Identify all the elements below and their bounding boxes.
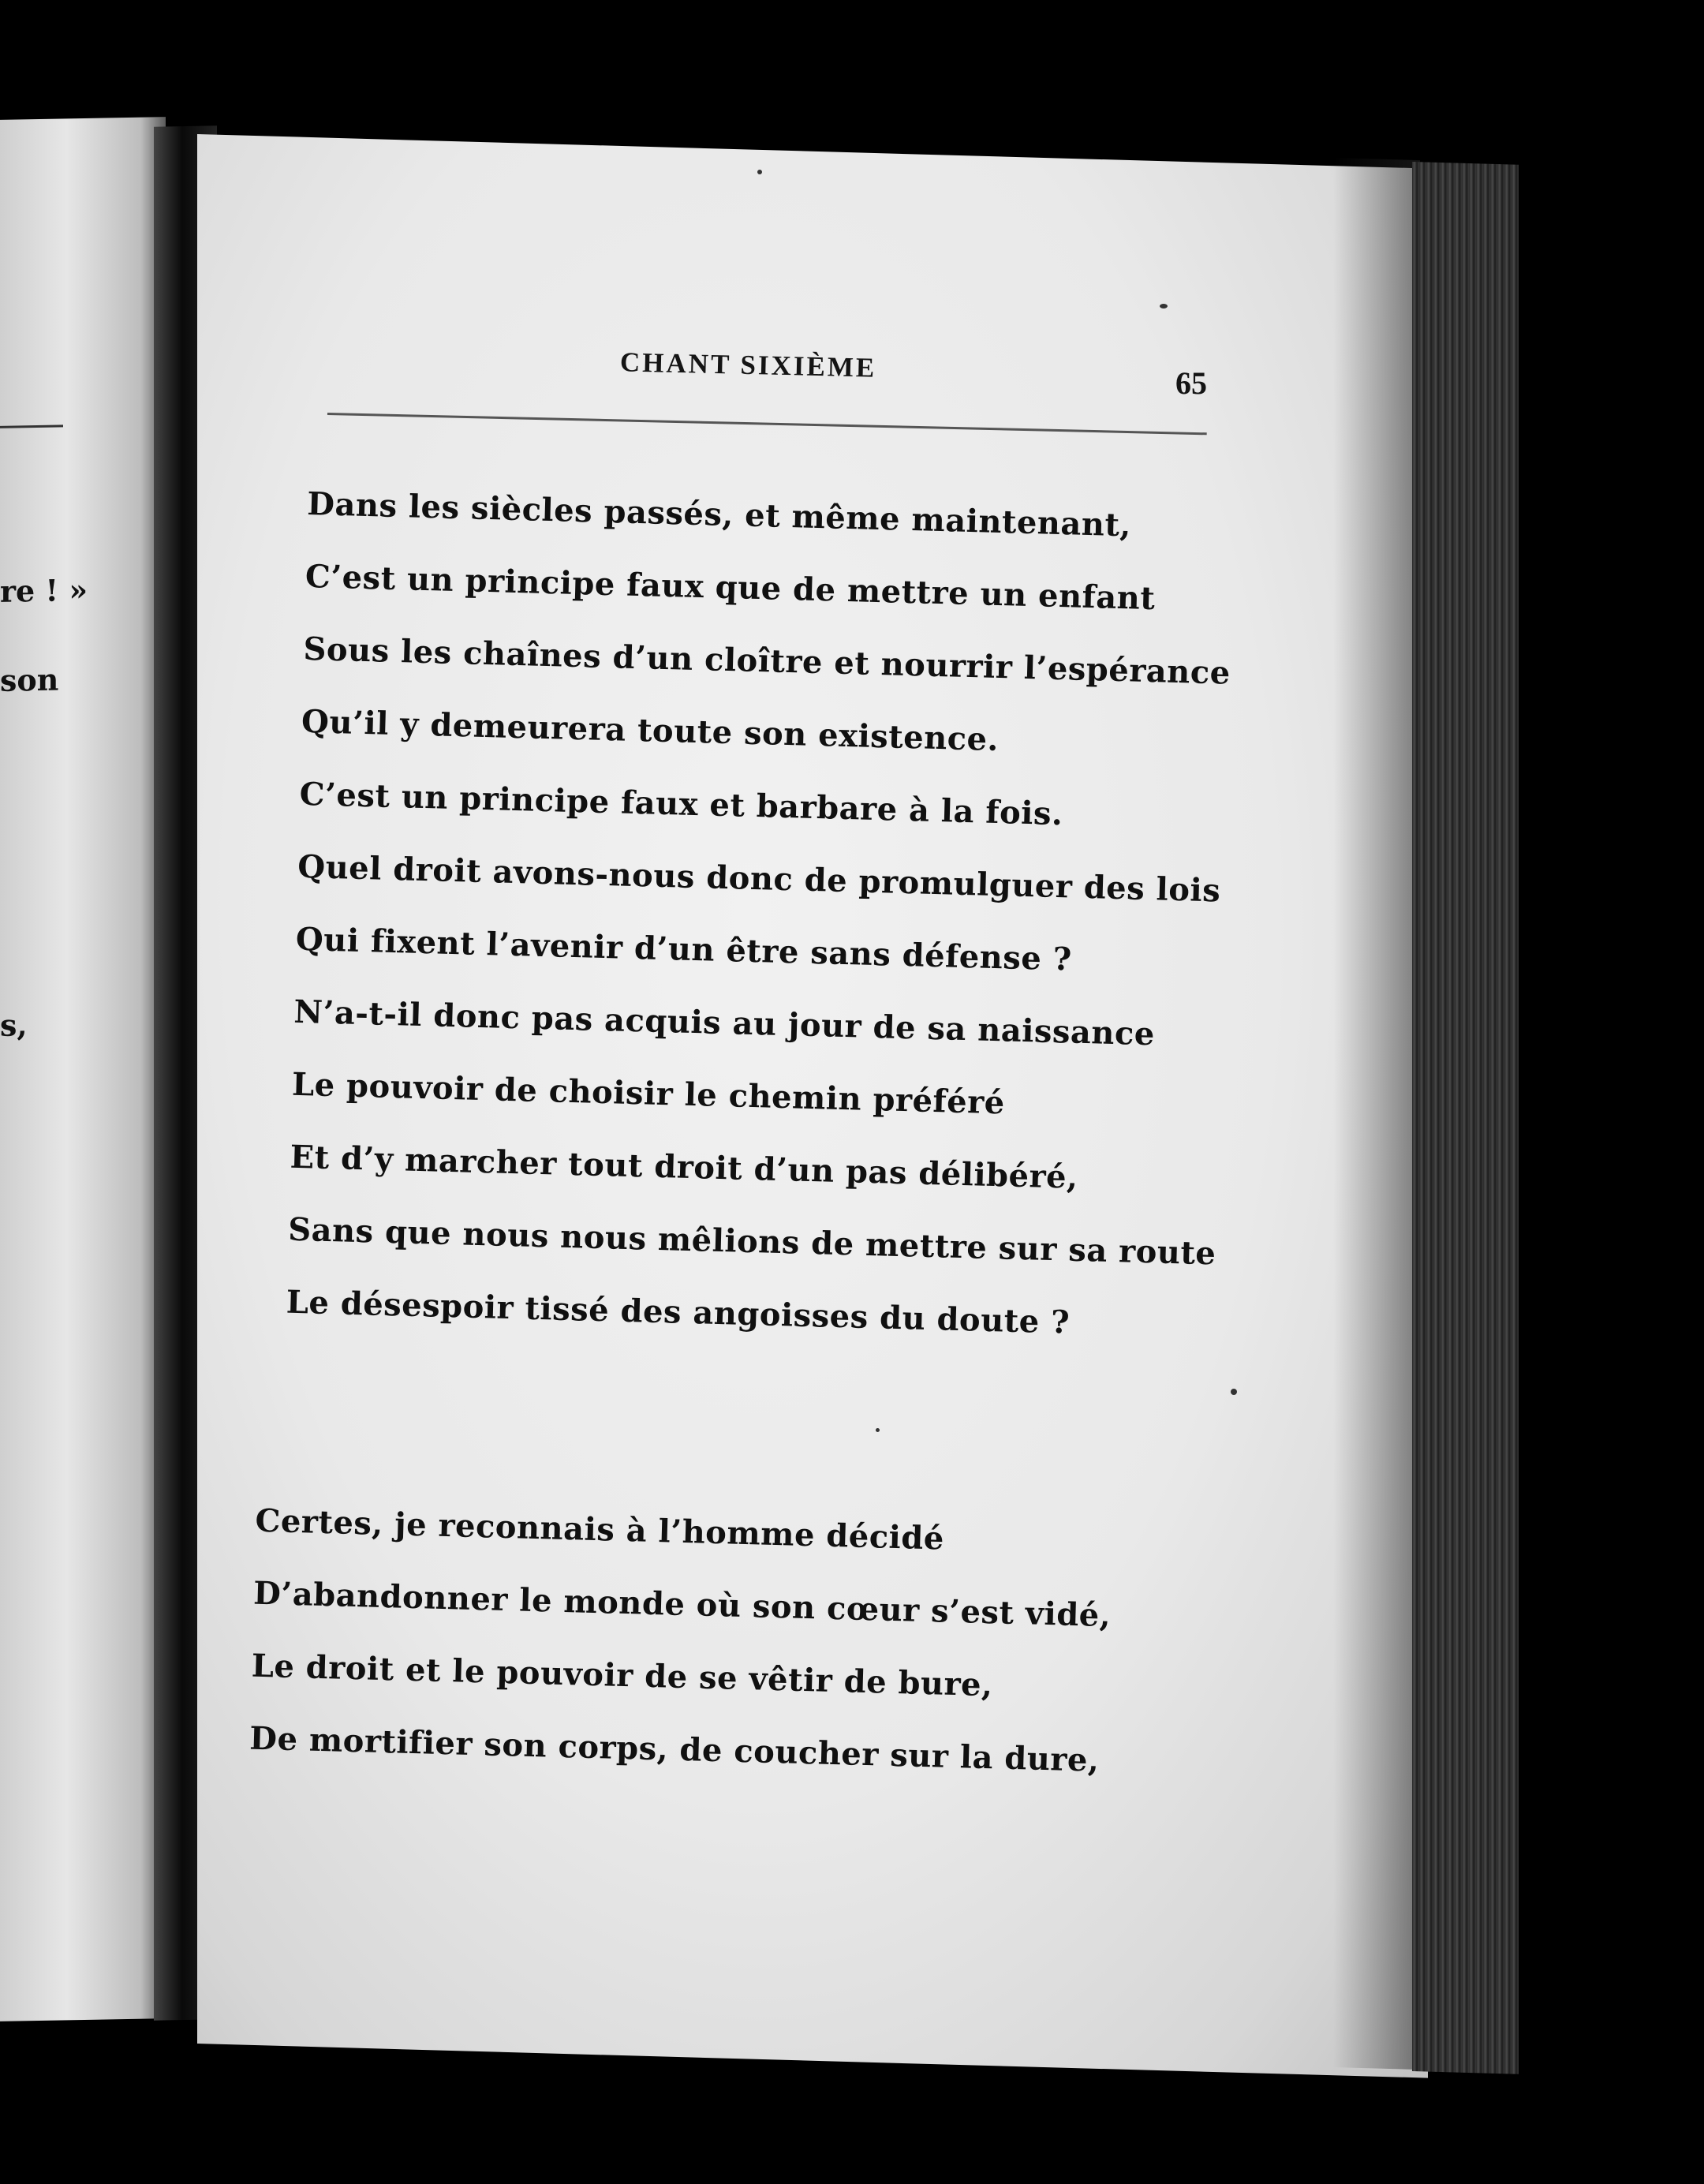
verse-line: Le pouvoir de choisir le chemin préféré	[291, 1065, 1006, 1122]
page-block-edge	[1412, 162, 1519, 2074]
verse-line: Qu’il y demeurera toute son existence.	[301, 702, 1000, 759]
previous-page-fragment: s,	[0, 1007, 28, 1043]
verse-line: Le droit et le pouvoir de se vêtir de bure,	[251, 1647, 994, 1704]
scan-speck	[757, 170, 762, 174]
verse-line: Certes, je reconnais à l’homme décidé	[255, 1502, 945, 1558]
page-shadow	[1333, 158, 1420, 2070]
verse-line: Quel droit avons-nous donc de promulguer des lois	[297, 847, 1221, 910]
previous-page-fragment: re ! »	[0, 571, 88, 609]
verse-line: D’abandonner le monde où son cœur s’est vidé,	[252, 1574, 1112, 1635]
previous-page-rule	[0, 424, 63, 428]
page-number: 65	[1175, 365, 1207, 401]
previous-page-edge	[0, 117, 166, 2021]
verse-line: Sous les chaînes d’un cloître et nourrir l’espérance	[302, 630, 1231, 692]
verse-line: Dans les siècles passés, et même maintenant,	[306, 485, 1132, 544]
scan-speck	[1160, 304, 1168, 309]
chapter-title: CHANT SIXIÈME	[619, 346, 877, 383]
verse-line: Sans que nous nous mêlions de mettre sur sa route	[287, 1210, 1216, 1273]
verse-line: C’est un principe faux que de mettre un enfant	[305, 557, 1156, 618]
previous-page-fragment: son	[0, 661, 59, 698]
verse-line: Qui fixent l’avenir d’un être sans défense ?	[295, 920, 1073, 978]
verse-line: Le désespoir tissé des angoisses du doute ?	[286, 1283, 1071, 1341]
verse-line: C’est un principe faux et barbare à la fois.	[299, 775, 1064, 833]
verse-line: Et d’y marcher tout droit d’un pas délibéré,	[290, 1138, 1079, 1196]
verse-line: N’a-t-il donc pas acquis au jour de sa naissance	[293, 993, 1156, 1053]
scan-speck	[876, 1428, 880, 1432]
scan-speck	[1231, 1389, 1237, 1395]
verse-line: De mortifier son corps, de coucher sur la dure,	[248, 1719, 1100, 1779]
